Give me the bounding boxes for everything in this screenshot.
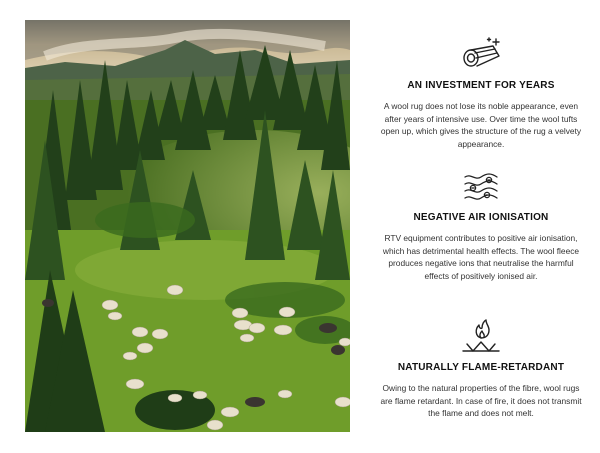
feature-investment — [372, 36, 590, 150]
feature-title: NATURALLY FLAME-RETARDANT — [397, 362, 565, 373]
feature-description: A wool rug does not lose its noble appearance, even after years of intensive use. Over time the wool tufts open up, which gives the structure of the rug a velvety appearance. — [380, 101, 582, 149]
feature-flame-retardant — [372, 318, 590, 420]
flame-on-fibre-icon — [459, 318, 503, 354]
feature-title: NEGATIVE AIR IONISATION — [413, 212, 549, 223]
meadow-sheep-photo — [25, 20, 350, 432]
feature-description: RTV equipment contributes to positive air ionisation, which has detrimental health effects. The wool fleece produces negative ions that neutralise the harmful effects of positively ionised air. — [382, 233, 580, 281]
feature-air-ionisation — [372, 168, 590, 282]
rolled-rug-sparkle-icon — [459, 36, 503, 72]
feature-description: Owing to the natural properties of the fibre, wool rugs are flame retardant. In case of fire, it does not transmit the flame and does not melt. — [380, 383, 582, 419]
air-ionisation-icon — [459, 168, 503, 204]
feature-title: AN INVESTMENT FOR YEARS — [407, 80, 555, 91]
